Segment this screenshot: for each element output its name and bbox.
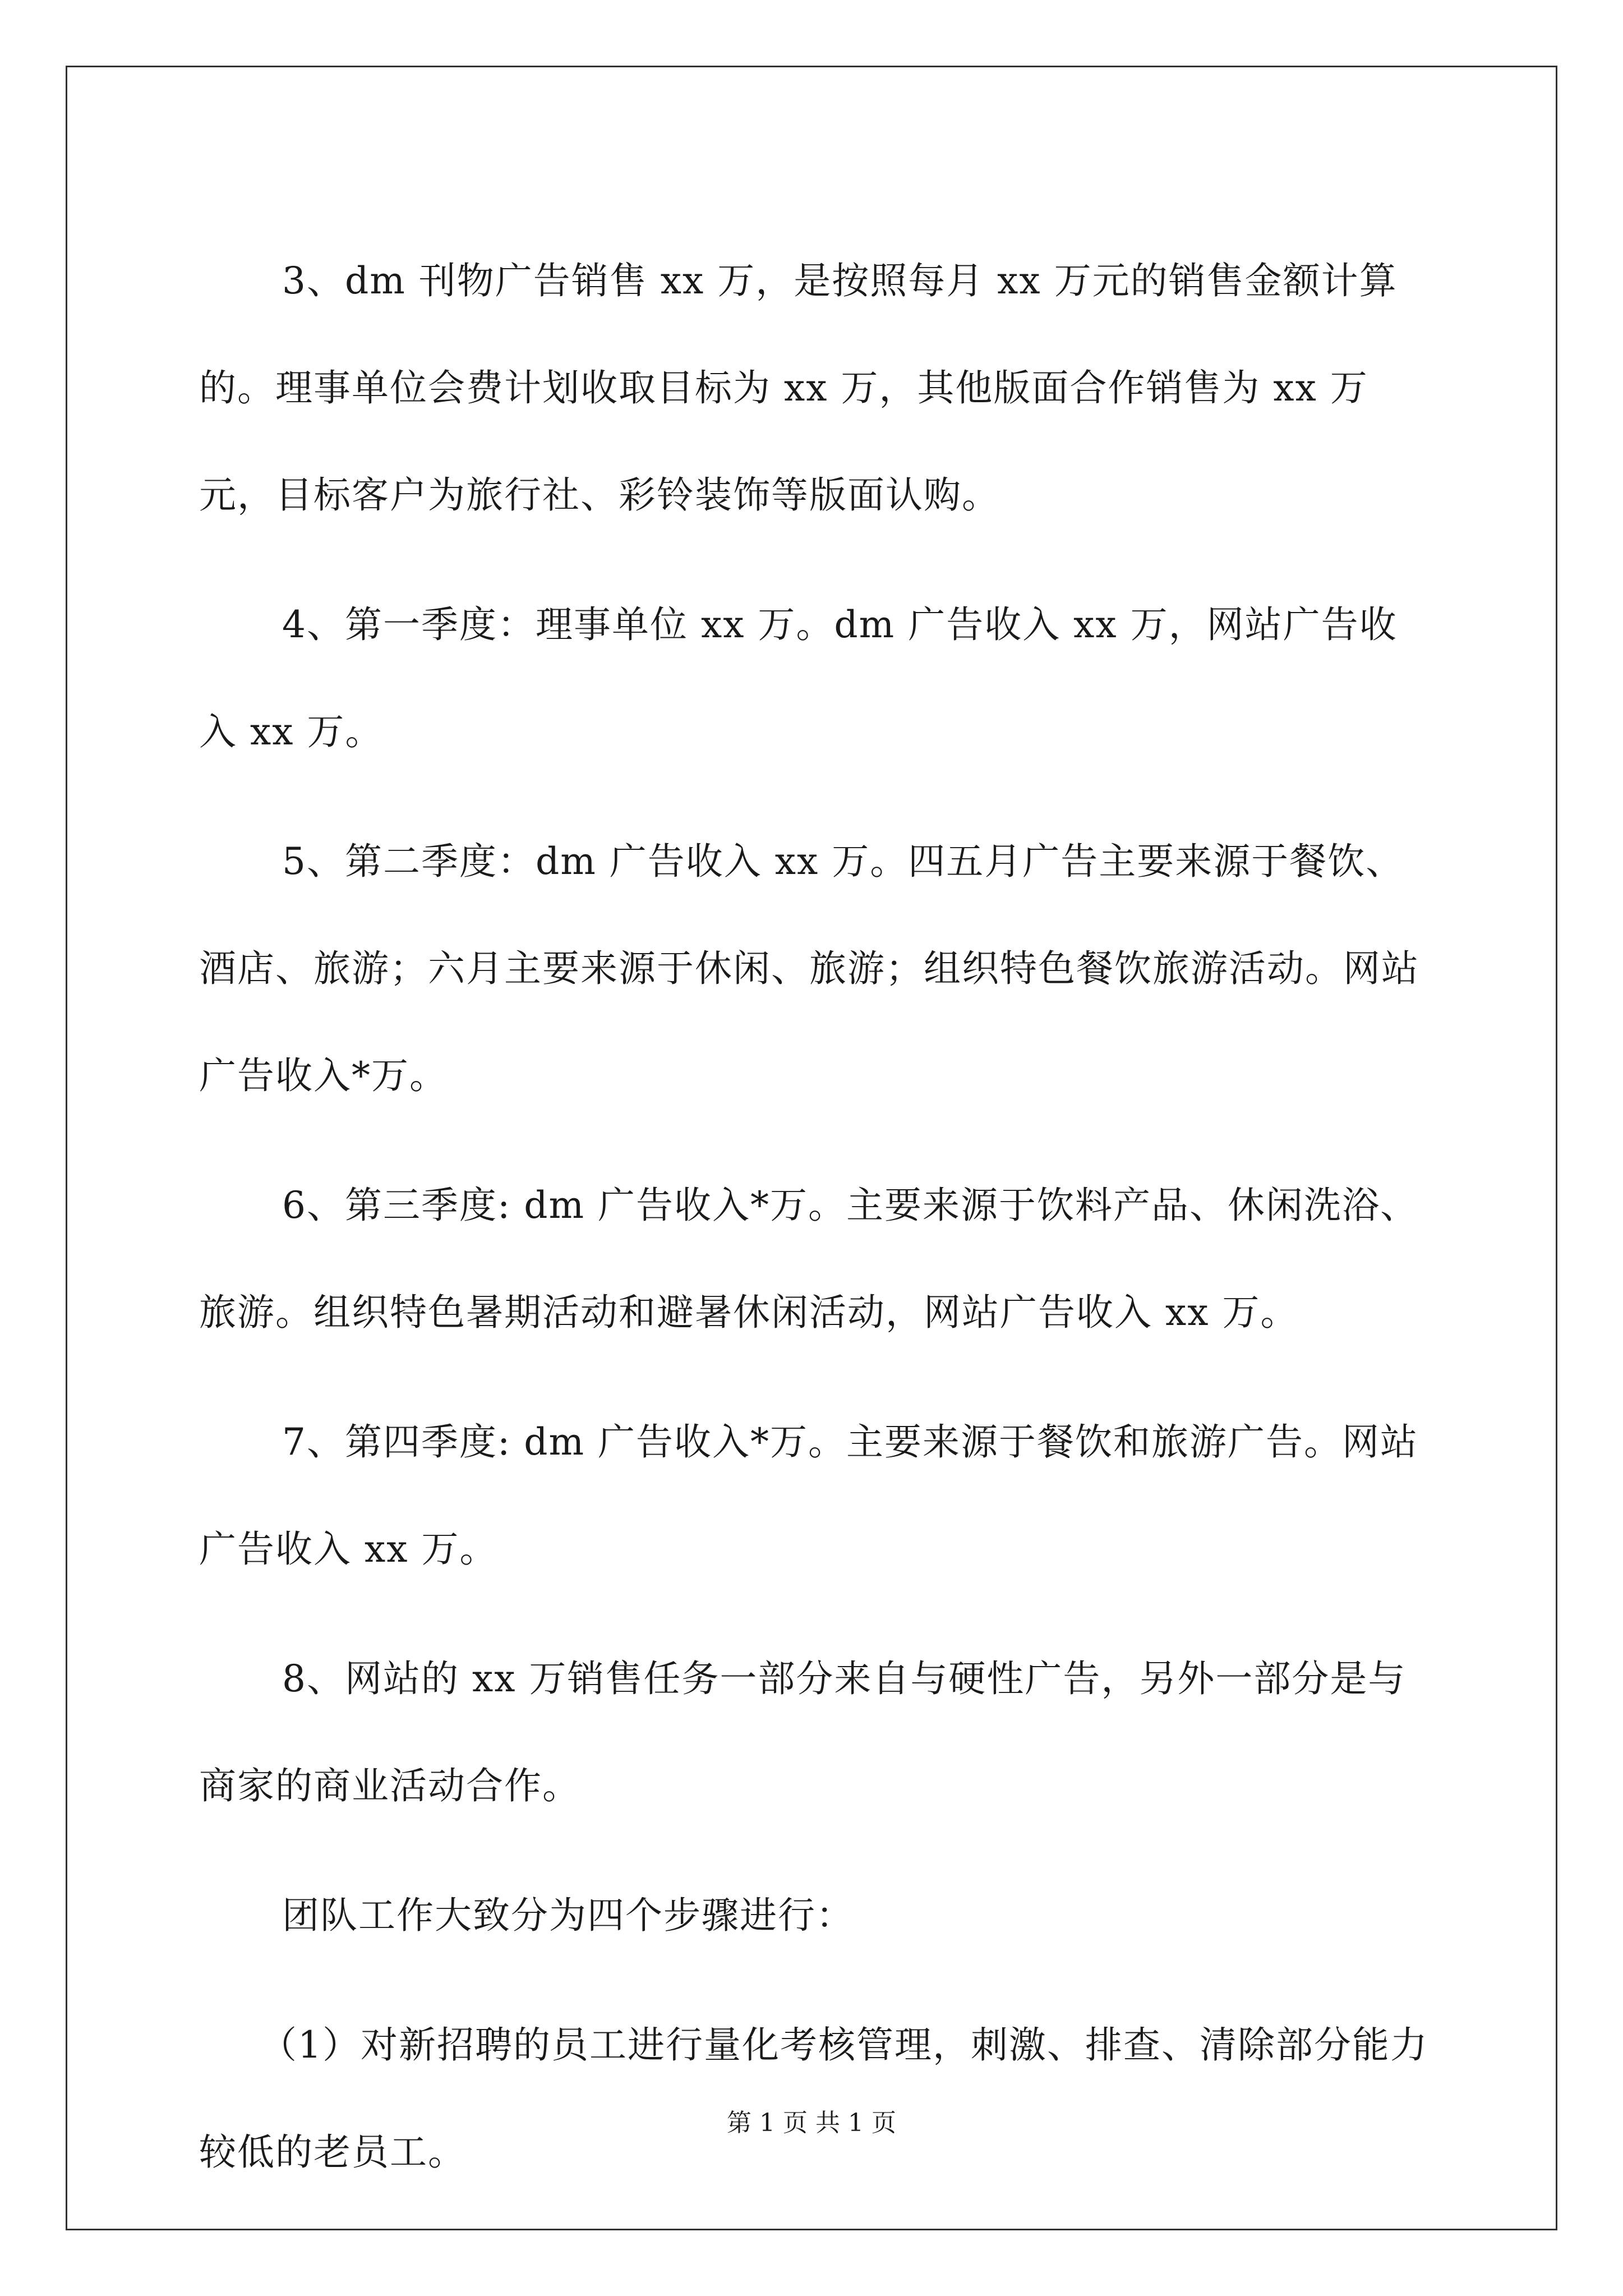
paragraph-4: 4、第一季度：理事单位 xx 万。dm 广告收入 xx 万，网站广告收入 xx 万。 <box>199 603 1398 753</box>
paragraph-8: 8、网站的 xx 万销售任务一部分来自与硬性广告，另外一部分是与商家的商业活动合作。 <box>199 1657 1407 1807</box>
paragraph-5: 5、第二季度：dm 广告收入 xx 万。四五月广告主要来源于餐饮、酒店、旅游；六月主要来源于休闲、旅游；组织特色餐饮旅游活动。网站广告收入*万。 <box>199 840 1419 1097</box>
paragraph-7: 7、第四季度: dm 广告收入*万。主要来源于餐饮和旅游广告。网站广告收入 xx 万。 <box>199 1420 1419 1571</box>
paragraph-step-1: （1）对新招聘的员工进行量化考核管理，刺激、排查、清除部分能力较低的老员工。 <box>199 2023 1428 2174</box>
paragraph-6: 6、第三季度: dm 广告收入*万。主要来源于饮料产品、休闲洗浴、旅游。组织特色暑期活动和避暑休闲活动，网站广告收入 xx 万。 <box>199 1184 1419 1334</box>
paragraph-3: 3、dm 刊物广告销售 xx 万，是按照每月 xx 万元的销售金额计算的。理事单位会费计划收取目标为 xx 万，其他版面合作销售为 xx 万元，目标客户为旅行社、彩铃装饰等版面认购。 <box>199 259 1398 517</box>
page-footer: 第 1 页 共 1 页 <box>727 2109 896 2137</box>
paragraph-team-steps: 团队工作大致分为四个步骤进行： <box>282 1894 854 1937</box>
document-body <box>199 227 1433 2228</box>
